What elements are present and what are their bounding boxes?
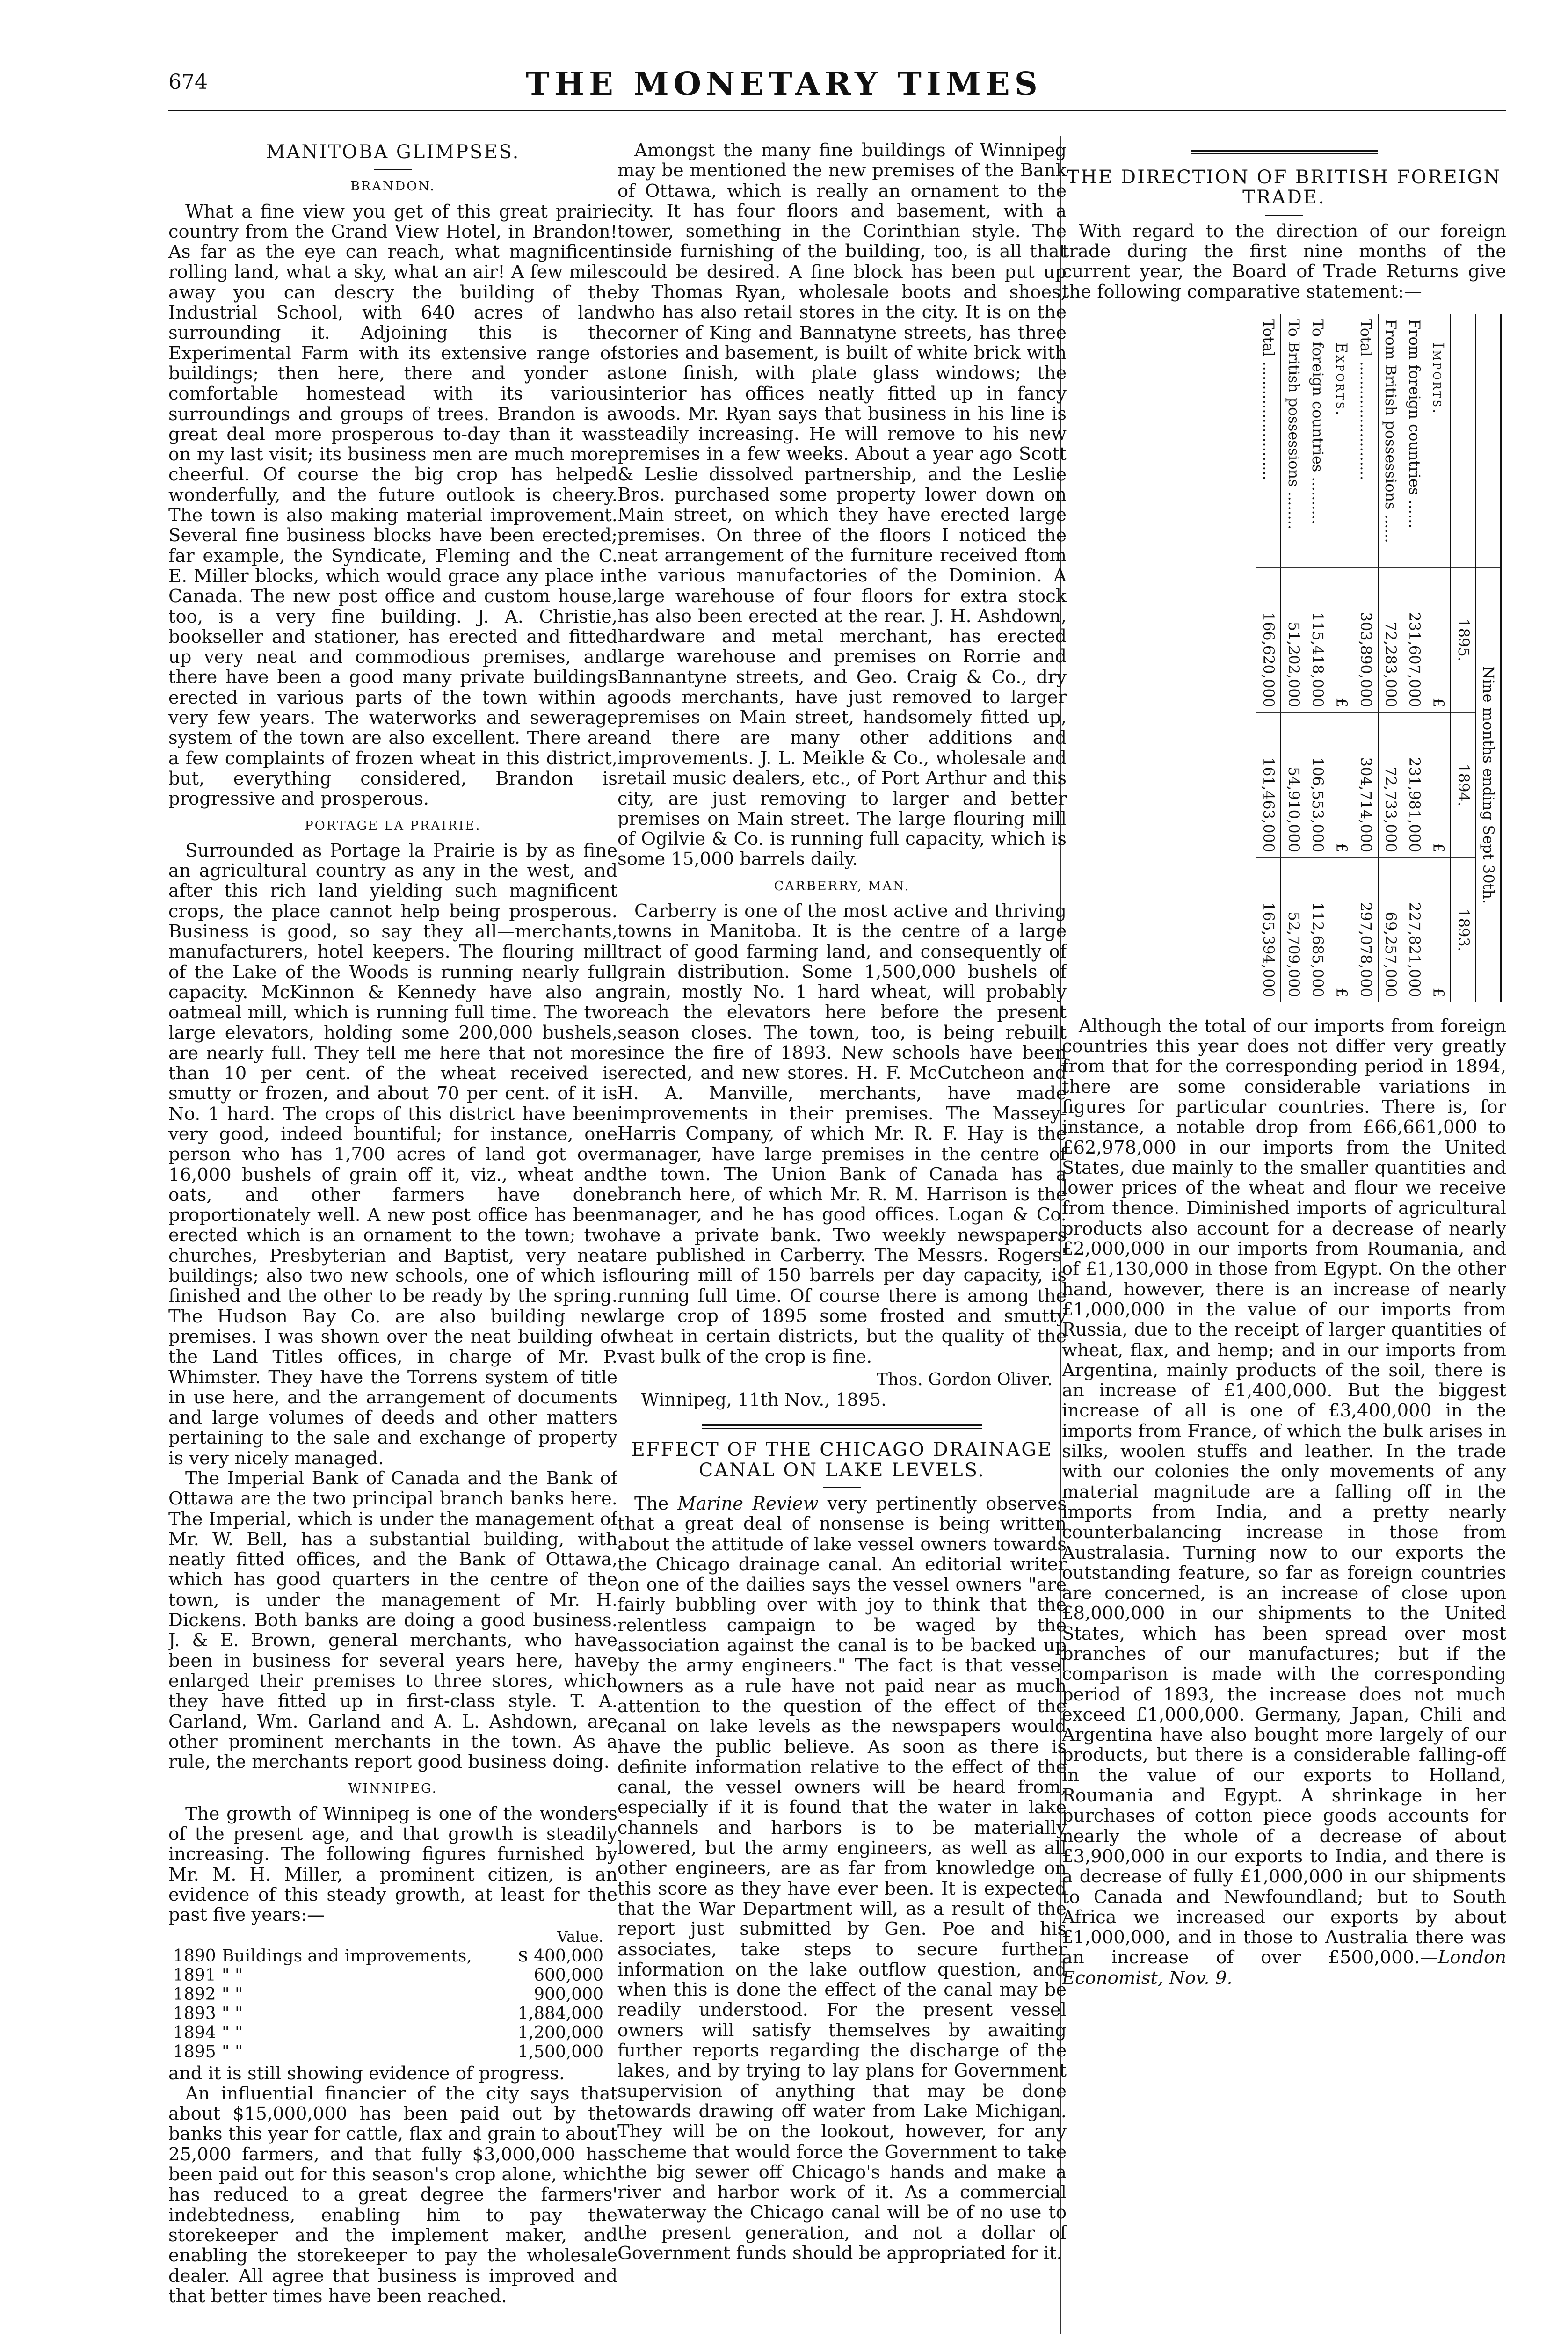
column-1 <box>168 140 617 2339</box>
section-heading-portage: PORTAGE LA PRAIRIE. <box>305 818 481 833</box>
value: 1,884,000 <box>517 2004 603 2023</box>
paragraph-winnipeg-2: and it is still showing evidence of progress. <box>168 2063 565 2084</box>
paragraph-chicago <box>617 1494 1067 2263</box>
value: $ 400,000 <box>517 1946 603 1966</box>
article-title-chicago: EFFECT OF THE CHICAGO DRAINAGE CANAL ON LAKE LEVELS. <box>631 1439 1053 1481</box>
header-rule <box>168 110 1506 111</box>
year-header: 1893. <box>1451 857 1475 1002</box>
value: 900,000 <box>534 1984 603 2004</box>
table-row <box>173 1966 603 1985</box>
article-separator <box>1191 150 1378 154</box>
article-title-trade: THE DIRECTION OF BRITISH FOREIGN TRADE. <box>1067 167 1502 209</box>
cell: 52,709,000 <box>1281 857 1305 1002</box>
cell: 161,463,000 <box>1256 712 1281 857</box>
lead-text: The <box>634 1493 678 1514</box>
paragraph-winnipeg-1: The growth of Winnipeg is one of the wonders of the present age, and that growth is steadily increasing. The following figures furnished by Mr. M. H. Miller, a prominent citizen, is an evidence of this steady growth, at least for the past five years:— <box>168 1803 617 1926</box>
body-text: Although the total of our imports from foreign countries this year does not differ very greatly from that for the corresponding period in 1894, there are some considerable variations in figures for particular countries. There is, for instance, a notable drop from £66,661,000 to £62,978,000 in our imports from the United States, due mainly to the smaller quantities and lower prices of the wheat and flour we receive from thence. Diminished imports of agricultural products also account for a decrease of nearly £2,000,000 in our imports from Roumania, and of £1,130,000 in those from Egypt. On the other hand, however, there is an increase of nearly £1,000,000 in the value of our imports from Russia, due to the receipt of larger quantities of wheat, flax, and hemp; and in our imports from Argentina, mainly products of the soil, there is an increase of £1,400,000. But the biggest increase of all is one of £3,400,000 in the imports from France, of which the bulk arises in silks, woolen stuffs and leather. In the trade with our colonies the only movements of any material magnitude are a falling off in the imports from India, and a pretty nearly counterbalancing increase in those from Australasia. Turning now to our exports the outstanding feature, so far as foreign countries are concerned, is an increase of close upon £8,000,000 in our shipments to the United States, which has been spread over most branches of our manufactures; but if the comparison is made with the corresponding period of 1893, the increase does not much exceed £1,000,000. Germany, Japan, Chili and Argentina have also bought more largely of our products, but there is a considerable falling-off in the value of our exports to Holland, Roumania and Egypt. A shrinkage in her purchases of cotton piece goods accounts for nearly the whole of a decrease of about £3,900,000 in our exports to India, and there is a decrease of fully £1,000,000 in our shipments to Canada and Newfoundland; but to South Africa we increased our exports by about £1,000,000, and in those to Australia there was an increase of over £500,000. <box>1062 1015 1506 1969</box>
cell: 54,910,000 <box>1281 712 1305 857</box>
unit: £ <box>1426 857 1451 1002</box>
winnipeg-value-table <box>173 1927 603 2062</box>
paragraph-carberry: Carberry is one of the most active and thriving towns in Manitoba. It is the centre of a large tract of good farming land, and consequently of grain distribution. Some 1,500,000 bushels of grain, mostly No. 1 hard wheat, will probably reach the elevators here before the present season closes. The town, too, is being rebuilt since the fire of 1893. New schools have been erected, and new stores. H. F. McCutcheon and H. A. Manville, merchants, have made improvements in their premises. The Massey-Harris Company, of which Mr. R. F. Hay is the manager, have large premises in the centre of the town. The Union Bank of Canada has a branch here, of which Mr. R. M. Harrison is the manager, and he has good offices. Logan & Co. have a private bank. Two weekly newspapers are published in Carberry. The Messrs. Rogers' flouring mill of 150 barrels per day capacity, is running full time. Of course there is among the large crop of 1895 some frosted and smutty wheat in certain districts, but the quality of the vast bulk of the crop is fine. <box>617 900 1067 1367</box>
table-row <box>173 2023 603 2042</box>
table-row <box>1353 314 1378 1002</box>
section-heading-carberry: CARBERRY, MAN. <box>774 879 910 893</box>
paragraph-winnipeg-4: Amongst the many fine buildings of Winnipeg may be mentioned the new premises of the Bank of Ottawa, which is really an ornament to the city. It has four floors and basement, with a tower, something in the Corinthian style. The inside furnishing of the building, too, is all that could be desired. A fine block has been put up by Thomas Ryan, wholesale boots and shoes, who has also retail stores in the city. It is on the corner of King and Bannatyne streets, has three stories and basement, is built of white brick with stone finish, with plate glass windows; the interior has offices neatly fitted up in fancy woods. Mr. Ryan says that business in his line is steadily increasing. He will remove to his new premises in a few weeks. About a year ago Scott & Leslie dissolved partnership, and the Leslie Bros. purchased some property lower down on Main street, on which they have erected large premises. On three of the floors I noticed the neat arrangement of the furniture received ftom the various manufactories of the Dominion. A large warehouse of four floors for extra stock has also been erected at the rear. J. H. Ashdown, hardware and metal merchant, has erected large warehouse and premises on Rorrie and Bannantyne streets, and Geo. Craig & Co., dry goods merchants, have just removed to larger premises on Main street, handsomely fitted up, and there are many other additions and improvements. J. L. Meikle & Co., wholesale and retail music dealers, etc., of Port Arthur and this city, are just removing to larger and better premises on Main street. The large flouring mill of Ogilvie & Co. is running full capacity, which is some 15,000 barrels daily. <box>617 140 1067 870</box>
year: 1892 <box>173 1984 216 2004</box>
year: 1894 <box>173 2023 216 2042</box>
row-label: To foreign countries .......... <box>1308 319 1327 524</box>
year: 1890 <box>173 1946 216 1966</box>
table-row <box>1402 314 1426 1002</box>
cell: 231,981,000 <box>1402 712 1426 857</box>
unit: £ <box>1329 857 1353 1002</box>
table-row <box>173 2004 603 2023</box>
row-label: From foreign countries ...... <box>1406 319 1424 529</box>
page-number: 674 <box>168 70 208 94</box>
unit: £ <box>1426 712 1451 857</box>
cell: 69,257,000 <box>1378 857 1402 1002</box>
year-header: 1894. <box>1451 712 1475 857</box>
source-citation: —London Economist, Nov. 9. <box>1062 1947 1506 1989</box>
year: 1895 <box>173 2042 216 2062</box>
row-label: From British possessions ...... <box>1381 319 1400 543</box>
paragraph-trade-body <box>1062 1016 1506 1988</box>
section-heading-brandon: BRANDON. <box>350 179 436 194</box>
cell: 72,283,000 <box>1378 567 1402 712</box>
cell: 227,821,000 <box>1402 857 1426 1002</box>
table-row <box>1306 314 1329 1002</box>
paragraph-winnipeg-3: An influential financier of the city says that about $15,000,000 has been paid out by the banks this year for cattle, flax and grain to about 25,000 farmers, and that fully $3,000,000 has been paid out for this season's crop alone, which has reduced to a great degree the farmers' indebtedness, enabling him to pay the storekeeper and the implement maker, and enabling the storekeeper to pay the wholesale dealer. All agree that business is improved and that better times have been reached. <box>168 2083 617 2307</box>
value-header: Value. <box>557 1927 603 1946</box>
cell: 304,714,000 <box>1353 712 1378 857</box>
table-row <box>1281 314 1305 1002</box>
unit: £ <box>1329 712 1353 857</box>
cell: 166,620,000 <box>1256 567 1281 712</box>
value: 1,500,000 <box>517 2042 603 2062</box>
item: " " <box>222 1984 243 2004</box>
unit: £ <box>1426 567 1451 712</box>
body-text: very pertinently observes that a great deal of nonsense is being written about the attitude of lake vessel owners towards the Chicago drainage canal. An editorial writer on one of the dailies says the vessel owners "are fairly bubbling over with joy to think that the relentless campaign to be waged by the association against the canal is to be backed up by the army engineers." The fact is that vessel owners as a rule have not paid near as much attention to the question of the effect of the canal on lake levels as the newspapers would have the public believe. As soon as there is definite information relative to the effect of the canal, the vessel owners will be heard from, especially if it is found that the water in lake channels and harbors is to be materially lowered, but the army engineers, as well as all other engineers, are as far from knowledge on this score as they have ever been. It is expected that the War Department will, as a result of the report just submitted by Gen. Poe and his associates, take steps to secure further information on the lake outflow question, and when this is done the effect of the canal may be readily understood. For the present vessel owners will satisfy themselves by awaiting further reports regarding the discharge of the lakes, and by trying to lay plans for Government supervision of anything that may be done towards drawing off water from Lake Michigan. They will be on the lookout, however, for any scheme that would force the Government to take the big sewer off Chicago's hands and make a river and harbor work of it. As a commercial waterway the Chicago canal will be of no use to the present generation, and not a dollar of Government funds should be appropriated for it. <box>617 1493 1067 2264</box>
cell: 72,733,000 <box>1378 712 1402 857</box>
value: 1,200,000 <box>517 2023 603 2042</box>
cell: 51,202,000 <box>1281 567 1305 712</box>
unit: £ <box>1329 567 1353 712</box>
publication-name: Marine Review <box>677 1493 819 1514</box>
paragraph-portage-2: The Imperial Bank of Canada and the Bank of Ottawa are the two principal branch banks here. The Imperial, which is under the management of Mr. W. Bell, has a substantial building, with neatly fitted offices, and the Bank of Ottawa, which has good quarters in the centre of the town, is under the management of Mr. H. Dickens. Both banks are doing a good business. J. & E. Brown, general merchants, who have been in business for several years here, have enlarged their premises to three stores, which they have fitted up in first-class style. T. A. Garland, Wm. Garland and A. L. Ashdown, are other prominent merchants in the town. As a rule, the merchants report good business doing. <box>168 1468 617 1773</box>
article-separator <box>702 1424 982 1429</box>
item: " " <box>222 2023 243 2042</box>
year-header: 1895. <box>1451 567 1475 712</box>
paragraph-portage-1: Surrounded as Portage la Prairie is by as fine an agricultural country as any in the west, and after this rich land yielding such magnificent crops, the place cannot help being prosperous. Business is good, so say they all—merchants, manufacturers, hotel keepers. The flouring mill of the Lake of the Woods is running nearly full capacity. McKinnon & Kennedy have also an oatmeal mill, which is running full time. The two large elevators, holding some 200,000 bushels, are nearly full. They tell me here that not more than 10 per cent. of the wheat received is smutty or frozen, and about 70 per cent. of it is No. 1 hard. The crops of this district have been very good, indeed bountiful; for instance, one person who has 1,700 acres of land got over 16,000 bushels of grain off it, viz., wheat and oats, and other farmers have done proportionately well. A new post office has been erected which is an ornament to the town; two churches, Presbyterian and Baptist, very neat buildings; also two new schools, one of which is finished and the other to be ready by the spring. The Hudson Bay Co. are also building new premises. I was shown over the neat building of the Land Titles offices, in charge of Mr. P. Whimster. They have the Torrens system of title in use here, and the arrangement of documents and large volumes of deeds and other matters pertaining to the sale and exchange of property is very nicely managed. <box>168 840 617 1469</box>
trade-table-container <box>1062 314 1502 1002</box>
item: " " <box>222 1965 243 1985</box>
title-rule <box>1265 215 1303 216</box>
cell: 165,394,000 <box>1256 857 1281 1002</box>
section-label-imports: Imports. <box>1430 342 1448 415</box>
title-rule <box>823 1487 861 1488</box>
value: 600,000 <box>534 1965 603 1985</box>
table-row <box>1256 314 1281 1002</box>
period-header: Nine months ending Sept 30th. <box>1476 567 1500 1002</box>
column-3 <box>1062 140 1506 2339</box>
item: " " <box>222 2042 243 2062</box>
cell: 303,890,000 <box>1353 567 1378 712</box>
author-signature: Thos. Gordon Oliver. <box>876 1370 1053 1389</box>
row-label: Total ......................... <box>1256 314 1281 567</box>
trade-table <box>1062 314 1502 1002</box>
title-rule <box>374 169 412 170</box>
cell: 297,078,000 <box>1353 857 1378 1002</box>
row-label: Total ......................... <box>1353 314 1378 567</box>
table-row <box>173 1947 603 1966</box>
article-title-manitoba: MANITOBA GLIMPSES. <box>266 141 520 163</box>
cell: 231,607,000 <box>1402 567 1426 712</box>
row-label: To British possessions ........ <box>1285 319 1303 530</box>
table-row <box>173 1985 603 2004</box>
dateline: Winnipeg, 11th Nov., 1895. <box>641 1389 887 1410</box>
section-heading-winnipeg: WINNIPEG. <box>348 1781 438 1796</box>
cell: 115,418,000 <box>1306 567 1329 712</box>
table-row <box>1378 314 1402 1002</box>
section-label-exports: Exports. <box>1333 342 1351 417</box>
cell: 112,685,000 <box>1306 857 1329 1002</box>
year: 1891 <box>173 1965 216 1985</box>
table-row <box>173 2042 603 2062</box>
item: " " <box>222 2004 243 2023</box>
year: 1893 <box>173 2004 216 2023</box>
masthead: THE MONETARY TIMES <box>526 65 1042 103</box>
cell: 106,553,000 <box>1306 712 1329 857</box>
paragraph-brandon: What a fine view you get of this great prairie country from the Grand View Hotel, in Brandon! As far as the eye can reach, what magnificent rolling land, what a sky, what an air! A few miles away you can descry the building of the Industrial School, with 640 acres of land surrounding it. Adjoining this is the Experimental Farm with its extensive range of buildings; then here, there and yonder a comfortable homestead with its various surroundings and groups of trees. Brandon is a great deal more prosperous to-day than it was on my last visit; its business men are much more cheerful. Of course the big crop has helped wonderfully, and the future outlook is cheery. The town is also making material improvement. Several fine business blocks have been erected; far example, the Syndicate, Fleming and the C. E. Miller blocks, which would grace any place in Canada. The new post office and custom house, too, is a very fine building. J. A. Christie, bookseller and stationer, has erected and fitted up very neat and commodious premises, and there have been a good many private buildings erected in various parts of the town within a very few years. The waterworks and sewerage system of the town are also excellent. There are a few complaints of frozen wheat in this district, but, everything considered, Brandon is progressive and prosperous. <box>168 201 617 810</box>
item: Buildings and improvements, <box>222 1946 472 1966</box>
paragraph-trade-intro: With regard to the direction of our foreign trade during the first nine months of the current year, the Board of Trade Returns give the following comparative statement:— <box>1062 220 1506 303</box>
column-2 <box>617 140 1067 2339</box>
